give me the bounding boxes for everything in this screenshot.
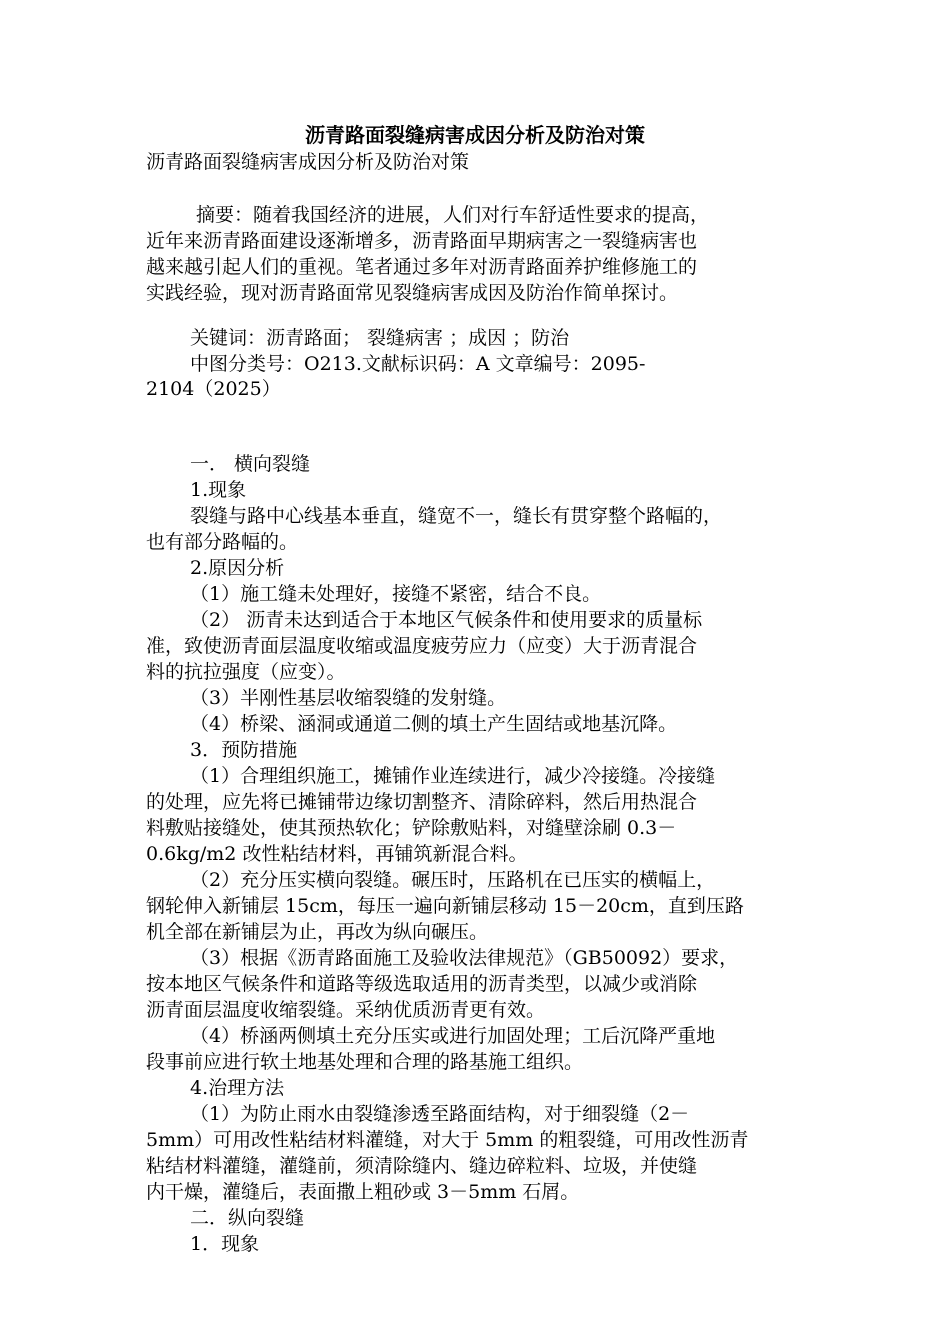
body-line: 沥青面层温度收缩裂缝。采纳优质沥青更有效。	[146, 999, 546, 1021]
body-line: 料敷贴接缝处，使其预热软化；铲除敷贴料，对缝壁涂刷 0.3－	[146, 817, 677, 839]
body-line: （1）为防止雨水由裂缝渗透至路面结构，对于细裂缝（2－	[190, 1103, 690, 1125]
body-line: 准，致使沥青面层温度收缩或温度疲劳应力（应变）大于沥青混合	[146, 635, 698, 657]
body-line: （4）桥涵两侧填土充分压实或进行加固处理；工后沉降严重地	[190, 1025, 716, 1047]
abstract-line: 近年来沥青路面建设逐渐增多，沥青路面早期病害之一裂缝病害也	[146, 230, 698, 252]
section-heading: 二．纵向裂缝	[190, 1207, 305, 1229]
body-line: 裂缝与路中心线基本垂直，缝宽不一，缝长有贯穿整个路幅的，	[190, 505, 723, 527]
abstract-line: 摘要：随着我国经济的进展，人们对行车舒适性要求的提高，	[196, 204, 710, 226]
body-line: 按本地区气候条件和道路等级选取适用的沥青类型，以减少或消除	[146, 973, 698, 995]
body-line: 的处理，应先将已摊铺带边缘切割整齐、清除碎料，然后用热混合	[146, 791, 698, 813]
subsection-heading: 3．预防措施	[190, 739, 298, 761]
body-line: 钢轮伸入新铺层 15cm，每压一遍向新铺层移动 15－20cm，直到压路	[146, 895, 744, 917]
body-line: （1）施工缝未处理好，接缝不紧密，结合不良。	[190, 583, 602, 605]
keywords-line: 关键词：沥青路面； 裂缝病害 ；成因 ；防治	[190, 327, 570, 349]
document-title: 沥青路面裂缝病害成因分析及防治对策	[305, 123, 645, 147]
classification-line: 2104（2025）	[146, 378, 281, 400]
body-line: 机全部在新铺层为止，再改为纵向碾压。	[146, 921, 489, 943]
body-line: 0.6kg/m2 改性粘结材料，再铺筑新混合料。	[146, 843, 528, 865]
body-line: 5mm）可用改性粘结材料灌缝，对大于 5mm 的粗裂缝，可用改性沥青	[146, 1129, 749, 1151]
body-line: （2）充分压实横向裂缝。碾压时，压路机在已压实的横幅上，	[190, 869, 716, 891]
body-line: （1）合理组织施工，摊铺作业连续进行，减少冷接缝。冷接缝	[190, 765, 716, 787]
body-line: 内干燥，灌缝后，表面撒上粗砂或 3－5mm 石屑。	[146, 1181, 580, 1203]
abstract-line: 越来越引起人们的重视。笔者通过多年对沥青路面养护维修施工的	[146, 256, 698, 278]
body-line: （3）根据《沥青路面施工及验收法律规范》（GB50092）要求，	[190, 947, 739, 969]
body-line: 料的抗拉强度（应变）。	[146, 661, 346, 683]
subsection-heading: 1.现象	[190, 479, 247, 501]
classification-line: 中图分类号：O213.文献标识码：A 文章编号：2095-	[190, 353, 646, 375]
subsection-heading: 4.治理方法	[190, 1077, 285, 1099]
subsection-heading: 2.原因分析	[190, 557, 285, 579]
body-line: （3）半刚性基层收缩裂缝的发射缝。	[190, 687, 507, 709]
body-line: （2） 沥青未达到适合于本地区气候条件和使用要求的质量标	[190, 609, 703, 631]
subsection-heading: 1．现象	[190, 1233, 260, 1255]
abstract-line: 实践经验，现对沥青路面常见裂缝病害成因及防治作简单探讨。	[146, 282, 679, 304]
body-line: 也有部分路幅的。	[146, 531, 299, 553]
body-line: （4）桥梁、涵洞或通道二侧的填土产生固结或地基沉降。	[190, 713, 678, 735]
body-line: 粘结材料灌缝，灌缝前，须清除缝内、缝边碎粒料、垃圾，并使缝	[146, 1155, 698, 1177]
body-line: 段事前应进行软土地基处理和合理的路基施工组织。	[146, 1051, 584, 1073]
subtitle-line: 沥青路面裂缝病害成因分析及防治对策	[146, 151, 470, 173]
section-heading: 一． 横向裂缝	[190, 453, 311, 475]
